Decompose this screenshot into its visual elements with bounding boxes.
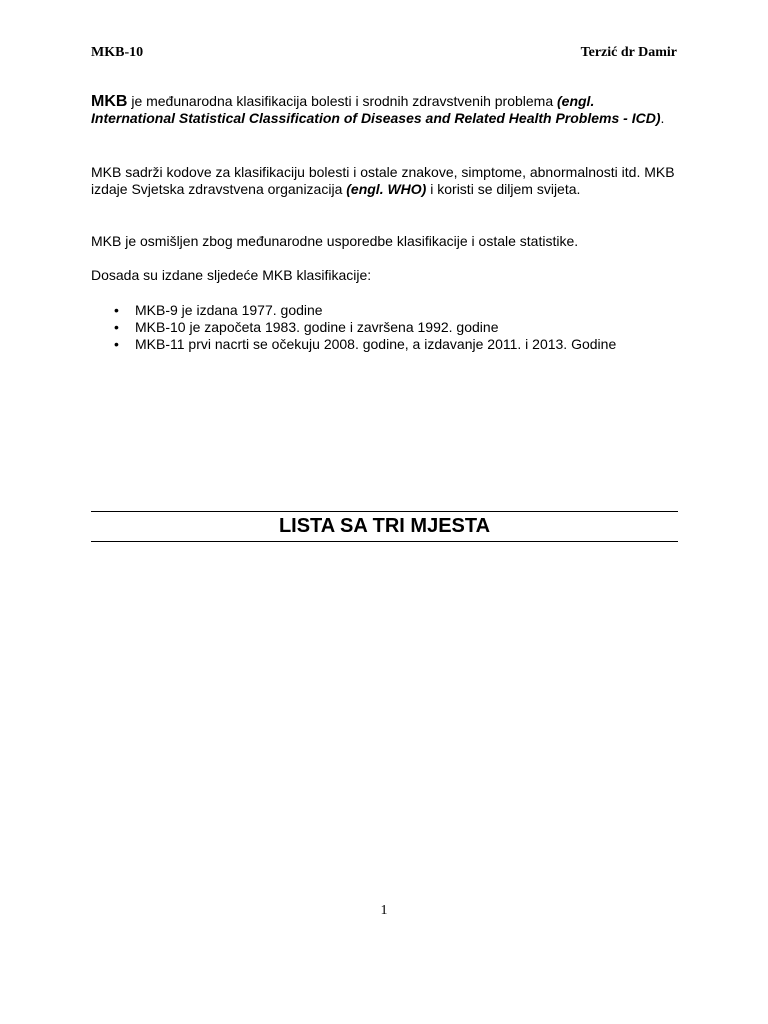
intro-lead: MKB <box>91 93 128 110</box>
page-number: 1 <box>380 903 388 918</box>
list-item-text: MKB-11 prvi nacrti se očekuju 2008. godine, a izdavanje 2011. i 2013. Godine <box>135 336 617 352</box>
section-heading: LISTA SA TRI MJESTA <box>91 511 678 542</box>
codes-text-2: i koristi se diljem svijeta. <box>426 181 581 197</box>
intro-end: . <box>660 110 665 126</box>
codes-paragraph <box>91 164 681 198</box>
list-item-text: MKB-9 je izdana 1977. godine <box>135 302 323 318</box>
header-left: MKB-10 <box>91 45 144 60</box>
editions-list <box>91 302 711 353</box>
intro-text: je međunarodna klasifikacija bolesti i srodnih zdravstvenih problema <box>127 93 557 109</box>
intro-paragraph <box>91 93 681 127</box>
codes-english-who: (engl. WHO) <box>346 181 427 197</box>
list-item <box>91 302 711 319</box>
list-item <box>91 319 711 336</box>
intro-english-name: (engl. International Statistical Classification of Diseases and Related Health Problems - ICD) <box>91 93 661 126</box>
list-item-text: MKB-10 je započeta 1983. godine i završena 1992. godine <box>135 319 499 335</box>
bullet-icon: • <box>114 302 119 318</box>
header-right: Terzić dr Damir <box>580 45 677 60</box>
codes-text-1: MKB sadrži kodove za klasifikaciju bolesti i ostale znakove, simptome, abnormalnosti itd. MKB izdaje Svjetska zdravstvena organizacija <box>91 164 675 197</box>
editions-intro: Dosada su izdane sljedeće MKB klasifikacije: <box>91 267 372 283</box>
bullet-icon: • <box>114 319 119 335</box>
list-item <box>91 336 711 353</box>
purpose-paragraph: MKB je osmišljen zbog međunarodne usporedbe klasifikacije i ostale statistike. <box>91 233 579 249</box>
bullet-icon: • <box>114 336 119 352</box>
